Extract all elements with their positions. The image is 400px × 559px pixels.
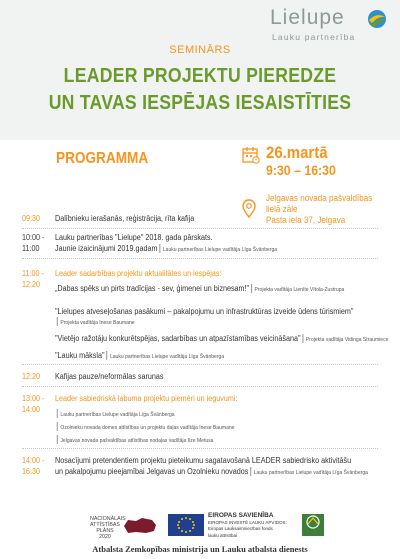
row2-note: Lauku partnerības Lielupe vadītāja Līga Švānberga — [162, 247, 278, 253]
row5-heading: Leader sabiedriskā labuma projektu piemēri un ieguvumi: — [55, 394, 238, 403]
row3-heading: Leader sadarbības projektu aktualitātes un iespējas: — [55, 269, 222, 278]
nap2020-logo-text — [90, 516, 126, 540]
eu-stars-icon — [168, 514, 204, 536]
row3-item-3-note: Projekta vadītāja Vidinga Straumiece — [305, 337, 389, 343]
row5-time-end: 14:00 — [22, 405, 41, 414]
row2-text-1: Lauku partnerības "Lielupe" 2018. gada pārskats. — [55, 233, 213, 242]
row3-item-2-title: "Lielupes atveseļošanas pasākumi – pakalpojumu un infrastruktūras izveide ūdens tūrismiem" — [55, 307, 354, 316]
row6-time-end: 16:30 — [22, 467, 41, 476]
title-line-1: LEADER PROJEKTU PIEREDZE — [63, 64, 337, 87]
eu-flag — [168, 514, 204, 536]
support-line: Atbalsta Zemkopības ministrija un Lauku atbalsta dienests — [92, 544, 308, 554]
footer-logos — [80, 510, 370, 540]
row2-time-end: 11:00 — [22, 244, 40, 253]
leader-logo — [302, 514, 324, 540]
row6-text-2-main: un pakalpojumu pieejamībai Jelgavas un Ozolnieku novados — [55, 467, 249, 476]
row1-time: 09:30 — [22, 214, 41, 223]
row6-text-2 — [55, 466, 368, 479]
divider — [22, 386, 378, 387]
eu-sub-1: EIROPAS INVESTĒ LAUKU APVIDOS: — [208, 519, 287, 525]
row3-item-1-title: „Dabas spēks un pirts tradīcijas - sev, ģimenei un biznesam!" — [55, 284, 250, 293]
row1-text: Dalībnieku ierašanās, reģistrācija, rīta kafija — [55, 214, 195, 223]
row3-item-1-note: Projekta vadītāja Lienīte Vītola-Zustrupa — [254, 287, 345, 293]
row5-note-2: Ozolnieku novada domes attīstības un projektu daļas vadītāja Inese Baumane — [60, 425, 235, 431]
logo-swoosh-icon — [366, 8, 388, 30]
row5-note-1: Lauku partnerības Lielupe vadītāja Līga Švānberga — [60, 412, 175, 418]
eu-text-block — [208, 513, 287, 539]
eu-sub-2: Eiropas Lauksaimniecības fonds — [208, 526, 273, 531]
nap-line-3: PLĀNS 2020 — [96, 528, 114, 540]
event-date: 26.martā — [266, 143, 328, 162]
row5-time-start: 13:00 - — [22, 394, 45, 403]
location-line-1: Jelgavas novada pašvaldības — [266, 193, 373, 203]
programma-heading: PROGRAMMA — [56, 150, 149, 167]
lielupe-logo — [268, 6, 392, 46]
row3-item-1 — [55, 283, 361, 296]
row6-note: Lauku partnerības Lielupe vadītāja Līga Švānberga — [253, 470, 368, 476]
location-line-2: lielā zāle — [266, 204, 298, 214]
leader-label: LEADER — [304, 535, 321, 540]
row6-text-1: Nosacījumi pretendentiem projektu pieteikumu sagatavošanā LEADER sabiedrisko aktivitāšu — [55, 456, 352, 465]
nap-line-2: ATTĪSTĪBAS — [90, 522, 120, 528]
latvia-map-icon — [122, 516, 158, 536]
row3-item-4-title: "Lauku mākslа" — [55, 351, 105, 360]
row5-note-3-row — [55, 434, 361, 447]
event-time: 9:30 – 16:30 — [266, 162, 336, 178]
row3-item-4 — [55, 350, 361, 363]
row2-text-2 — [55, 243, 361, 256]
divider — [22, 364, 378, 365]
row5-note-3: Jelgavas novada pašvaldības attīstības nodaļas vadītāja Ilze Metusa — [60, 438, 214, 444]
row4-time: 12:20 — [22, 372, 41, 381]
row3-time-end: 12:20 — [22, 280, 41, 289]
row3-item-2-note: Projekta vadītāja Inese Baumane — [60, 320, 135, 326]
row3-item-2-note-row — [55, 316, 361, 329]
logo-name: Lielupe — [270, 6, 345, 29]
divider — [22, 258, 378, 259]
row2-text-2-main: Jaunie izaicinājumi 2019.gadam — [55, 244, 158, 253]
logo-subtitle: Lauku partnerība — [272, 32, 356, 42]
row3-time-start: 11:00 - — [22, 269, 44, 278]
divider — [22, 448, 378, 449]
title-line-2: UN TAVAS IESPĒJAS IESAISTĪTIES — [48, 91, 352, 114]
seminar-label: SEMINĀRS — [169, 44, 231, 56]
row3-item-3 — [55, 333, 389, 346]
divider — [22, 228, 378, 229]
row5-note-2-row — [55, 421, 361, 434]
nap-line-1: NACIONĀLAIS — [90, 516, 126, 522]
leader-emblem-icon — [302, 514, 324, 530]
row5-note-1-row — [55, 408, 361, 421]
eu-sub-3: lauku attīstībai — [208, 532, 238, 538]
row2-time-start: 10:00 - — [22, 233, 45, 242]
eu-title: EIROPAS SAVIENĪBA — [208, 512, 274, 519]
calendar-icon — [242, 146, 260, 164]
row4-text: Kafijas pauze/neformālas sarunas — [55, 372, 164, 381]
location-line-3: Pasta iela 37, Jelgava — [266, 215, 346, 225]
row3-item-3-title: "Vietējo ražotāju konkurētspējas, sadarbības un atpazīstamības veicināšana" — [55, 334, 301, 343]
row3-item-4-note: Lauku partnerības Lielupe vadītāja Līga Švānberga — [109, 354, 225, 360]
row6-time-start: 14:00 - — [22, 456, 45, 465]
